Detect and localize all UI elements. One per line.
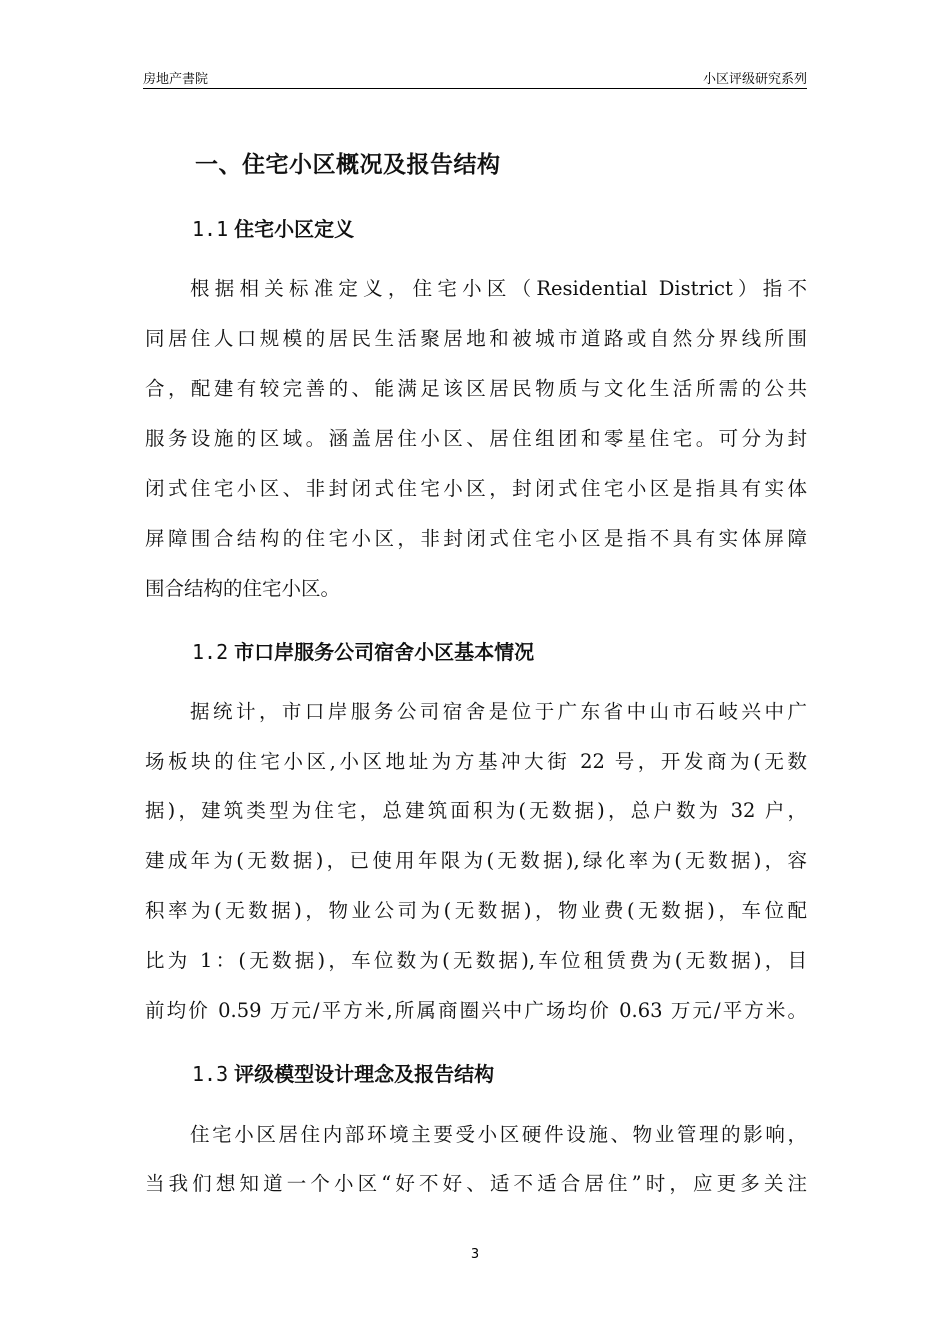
- paragraph-line: 根据相关标准定义，住宅小区（Residential District）指不: [190, 277, 807, 300]
- chapter-title: 一、住宅小区概况及报告结构: [195, 152, 501, 178]
- paragraph-line: 场板块的住宅小区,小区地址为方基冲大街 22 号，开发商为(无数: [145, 750, 807, 773]
- header-publisher: 房地产書院: [143, 72, 209, 87]
- section-heading-1-3: [192, 1058, 494, 1087]
- paragraph-line: 服务设施的区域。涵盖居住小区、居住组团和零星住宅。可分为封: [145, 427, 807, 450]
- section-heading-1-2: [192, 636, 534, 665]
- paragraph-line: 据)，建筑类型为住宅，总建筑面积为(无数据)，总户数为 32 户，: [145, 799, 807, 822]
- paragraph-line: 当我们想知道一个小区“好不好、适不适合居住”时，应更多关注: [145, 1172, 807, 1195]
- paragraph-line: 闭式住宅小区、非封闭式住宅小区，封闭式住宅小区是指具有实体: [145, 477, 807, 500]
- paragraph-line: 比为 1：(无数据)，车位数为(无数据),车位租赁费为(无数据)，目: [145, 949, 807, 972]
- header-series-title: 小区评级研究系列: [702, 72, 807, 87]
- section-title-text: 评级模型设计理念及报告结构: [234, 1062, 495, 1086]
- section-heading-1-1: [192, 213, 354, 242]
- paragraph-line: 前均价 0.59 万元/平方米,所属商圈兴中广场均价 0.63 万元/平方米。: [145, 999, 807, 1022]
- paragraph-line: 积率为(无数据)，物业公司为(无数据)，物业费(无数据)，车位配: [145, 899, 807, 922]
- paragraph-line: 建成年为(无数据)，已使用年限为(无数据),绿化率为(无数据)，容: [145, 849, 807, 872]
- paragraph-line: 围合结构的住宅小区。: [145, 577, 341, 600]
- section-title-text: 住宅小区定义: [234, 217, 355, 241]
- paragraph-line: 据统计，市口岸服务公司宿舍是位于广东省中山市石岐兴中广: [190, 700, 807, 723]
- paragraph-line: 同居住人口规模的居民生活聚居地和被城市道路或自然分界线所围: [145, 327, 807, 350]
- section-number: 1.3: [192, 1062, 229, 1086]
- page-header: [143, 66, 807, 89]
- page-number: 3: [470, 1247, 480, 1262]
- section-number: 1.1: [192, 217, 229, 241]
- section-title-text: 市口岸服务公司宿舍小区基本情况: [234, 640, 535, 664]
- section-number: 1.2: [192, 640, 229, 664]
- paragraph-line: 合，配建有较完善的、能满足该区居民物质与文化生活所需的公共: [145, 377, 807, 400]
- paragraph-line: 屏障围合结构的住宅小区，非封闭式住宅小区是指不具有实体屏障: [145, 527, 807, 550]
- paragraph-line: 住宅小区居住内部环境主要受小区硬件设施、物业管理的影响，: [190, 1123, 807, 1146]
